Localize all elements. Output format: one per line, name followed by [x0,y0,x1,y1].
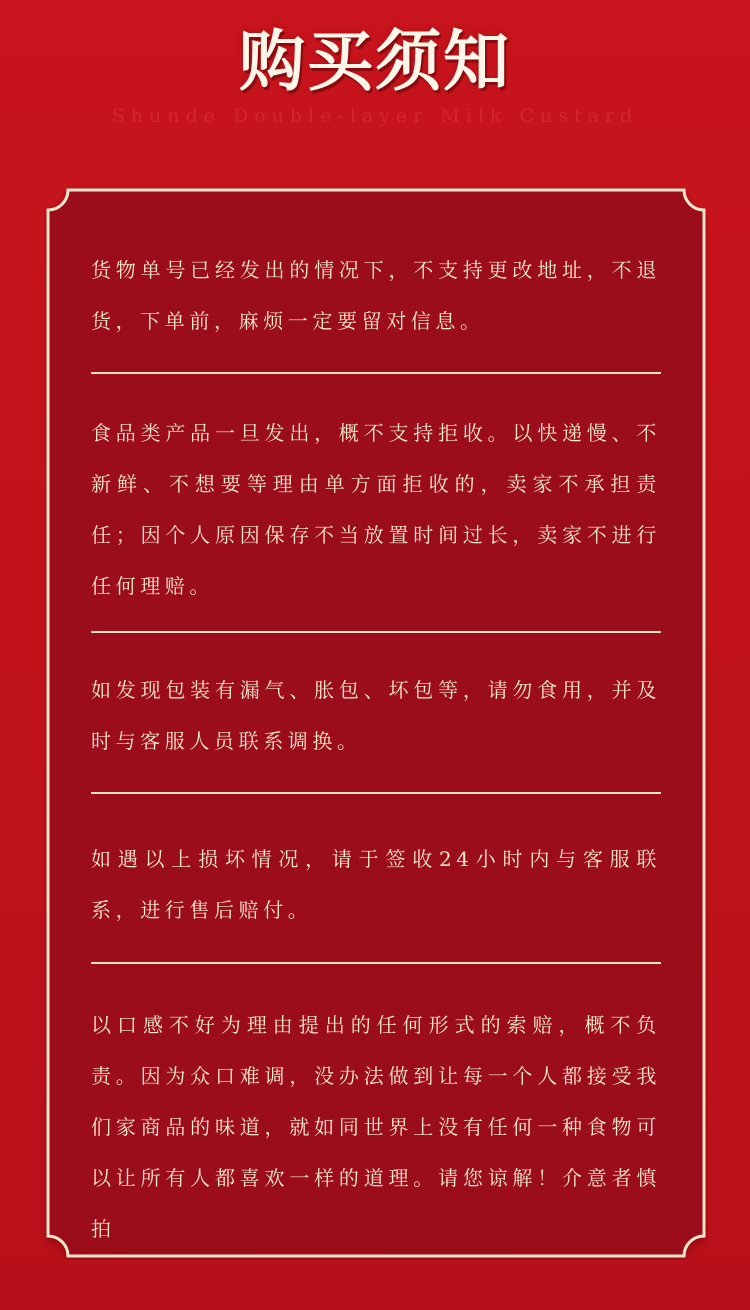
notice-item-3: 如发现包装有漏气、胀包、坏包等，请勿食用，并及时与客服人员联系调换。 [91,678,661,753]
divider-3 [91,792,661,794]
divider-1 [91,372,661,374]
notice-item-2: 食品类产品一旦发出，概不支持拒收。以快递慢、不新鲜、不想要等理由单方面拒收的，卖家不承担责任；因个人原因保存不当放置时间过长，卖家不进行任何理赔。 [91,421,661,598]
divider-2 [91,631,661,633]
notice-item-1: 货物单号已经发出的情况下，不支持更改地址，不退货，下单前，麻烦一定要留对信息。 [91,258,661,333]
page-title: 购买须知 [239,23,511,100]
notice-item-4: 如遇以上损坏情况，请于签收24小时内与客服联系，进行售后赔付。 [91,847,661,922]
divider-4 [91,962,661,964]
notice-item-5: 以口感不好为理由提出的任何形式的索赔，概不负责。因为众口难调，没办法做到让每一个人都接受我们家商品的味道，就如同世界上没有任何一种食物可以让所有人都喜欢一样的道理。请您谅解！介意者慎拍 [91,1013,661,1241]
page-subtitle: Shunde Double-layer Milk Custard [111,105,639,127]
